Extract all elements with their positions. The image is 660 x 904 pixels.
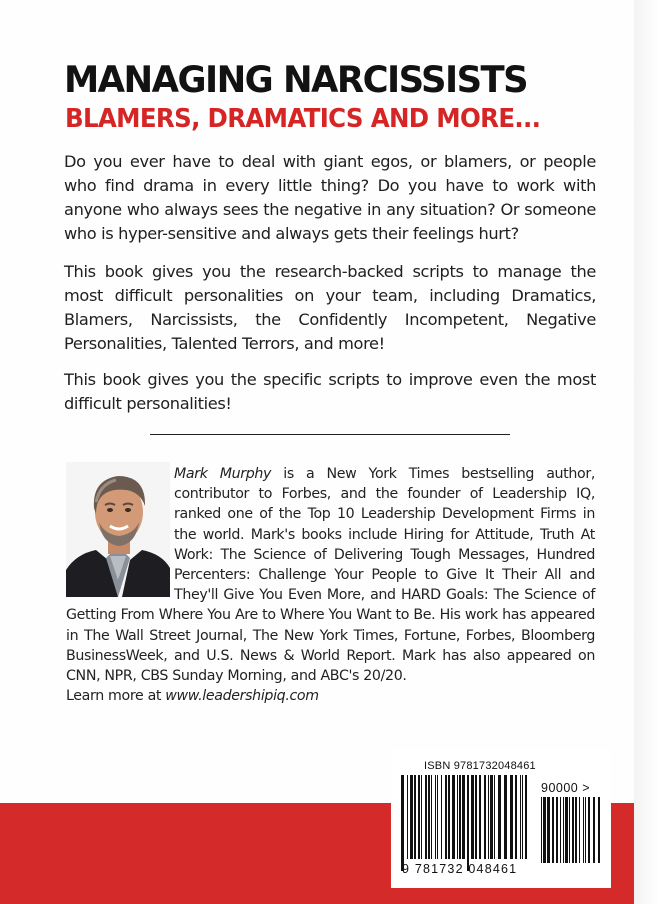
- barcode-bar: [490, 775, 493, 859]
- barcode-bar: [414, 775, 416, 859]
- barcode-bar: [428, 775, 430, 859]
- author-bio-text: is a New York Times bestselling author, contributor to Forbes, and the founder of Leadership IQ, ranked one of the Top 10 Leadership Development Firms in the world. Mark's books include Hiring for Attitude, Truth At Work: The Science of Delivering Tough Messages, Hundred Percenters: Challenge Your People to Give It Their All and They'll Give You Even More, and HARD Goals: The Science of Getting From Where You Are to Where You Want to Be. His work has appeared in The Wall Street Journal, The New York Times, Fortune, Forbes, Bloomberg BusinessWeek, and U.S. News & World Report. Mark has also appeared on CNN, NPR, CBS Sunday Morning, and ABC's 20/20.: [66, 466, 596, 685]
- barcode-bar: [547, 797, 550, 863]
- barcode-bar: [575, 797, 577, 863]
- blurb-paragraph-1: Do you ever have to deal with giant egos, or blamers, or people who find drama in every little thing? Do you have to work with anyone who always sees the negative in any situation? Or someone who is hyper-sensitive and always gets their feelings hurt?: [64, 152, 596, 243]
- barcode-bar: [441, 775, 442, 859]
- barcode-bar: [556, 797, 558, 863]
- barcode-bar: [418, 775, 420, 859]
- barcode-bar: [552, 797, 554, 863]
- isbn-label: ISBN 9781732048461: [424, 760, 536, 772]
- barcode-bar: [421, 775, 422, 859]
- barcode-bar: [563, 797, 564, 863]
- learn-more: [66, 688, 319, 704]
- barcode-bar: [457, 775, 458, 859]
- barcode-bar: [459, 775, 461, 859]
- price-barcode: [541, 797, 603, 875]
- barcode-bar: [583, 797, 584, 863]
- barcode-bar: [588, 797, 590, 863]
- barcode-bar: [585, 797, 586, 863]
- barcode-bar: [525, 775, 527, 859]
- barcode-bar: [579, 797, 580, 863]
- barcode-bar: [598, 797, 600, 863]
- barcode-bar: [475, 775, 477, 859]
- barcode-bar: [448, 775, 450, 859]
- learn-more-label: Learn more at: [66, 688, 166, 704]
- barcode-bar: [410, 775, 413, 859]
- author-bio: [66, 464, 595, 686]
- barcode-bar: [445, 775, 447, 859]
- barcode-bar: [565, 797, 568, 863]
- barcode-bar: [520, 775, 521, 859]
- barcode-bar: [462, 775, 465, 859]
- author-name: Mark Murphy: [174, 466, 272, 482]
- barcode-bar: [467, 775, 469, 871]
- barcode-bar: [479, 775, 481, 859]
- barcode-bar: [452, 775, 455, 859]
- barcode-bar: [569, 797, 570, 863]
- barcode-bar: [435, 775, 436, 859]
- barcode-bar: [572, 797, 574, 863]
- book-subtitle: BLAMERS, DRAMATICS AND MORE...: [65, 104, 541, 134]
- barcode-bar: [504, 775, 507, 859]
- barcode-digits: 9 781732 048461: [402, 862, 518, 876]
- section-divider: [150, 434, 510, 435]
- barcode-bar: [494, 775, 495, 859]
- blurb-paragraph-2: This book gives you the research-backed scripts to manage the most difficult personalities on your team, including Dramatics, Blamers, Narcissists, the Confidently Incompetent, Negative Personalities, Talented Terrors, and more!: [64, 262, 596, 353]
- website-link[interactable]: www.leadershipiq.com: [165, 688, 319, 704]
- blurb-paragraph-3: This book gives you the specific scripts to improve even the most difficult personalities!: [64, 370, 596, 413]
- book-title: MANAGING NARCISSISTS: [64, 58, 528, 101]
- barcode-bar: [560, 797, 561, 863]
- isbn-barcode: [401, 775, 531, 871]
- barcode-bar: [488, 775, 489, 859]
- barcode-bar: [471, 775, 474, 859]
- barcode-bar: [498, 775, 501, 859]
- barcode-bar: [437, 775, 438, 859]
- barcode-bar: [431, 775, 432, 859]
- cover-edge: [634, 0, 660, 904]
- barcode-bar: [515, 775, 517, 859]
- price-code: 90000 >: [541, 781, 591, 795]
- barcode-bar: [425, 775, 427, 859]
- barcode-bar: [522, 775, 523, 859]
- barcode-bar: [407, 775, 408, 859]
- barcode-bar: [543, 797, 546, 863]
- barcode-bar: [541, 797, 542, 863]
- barcode-bar: [593, 797, 595, 863]
- barcode-bar: [510, 775, 513, 859]
- barcode-bar: [401, 775, 404, 871]
- barcode-bar: [484, 775, 486, 859]
